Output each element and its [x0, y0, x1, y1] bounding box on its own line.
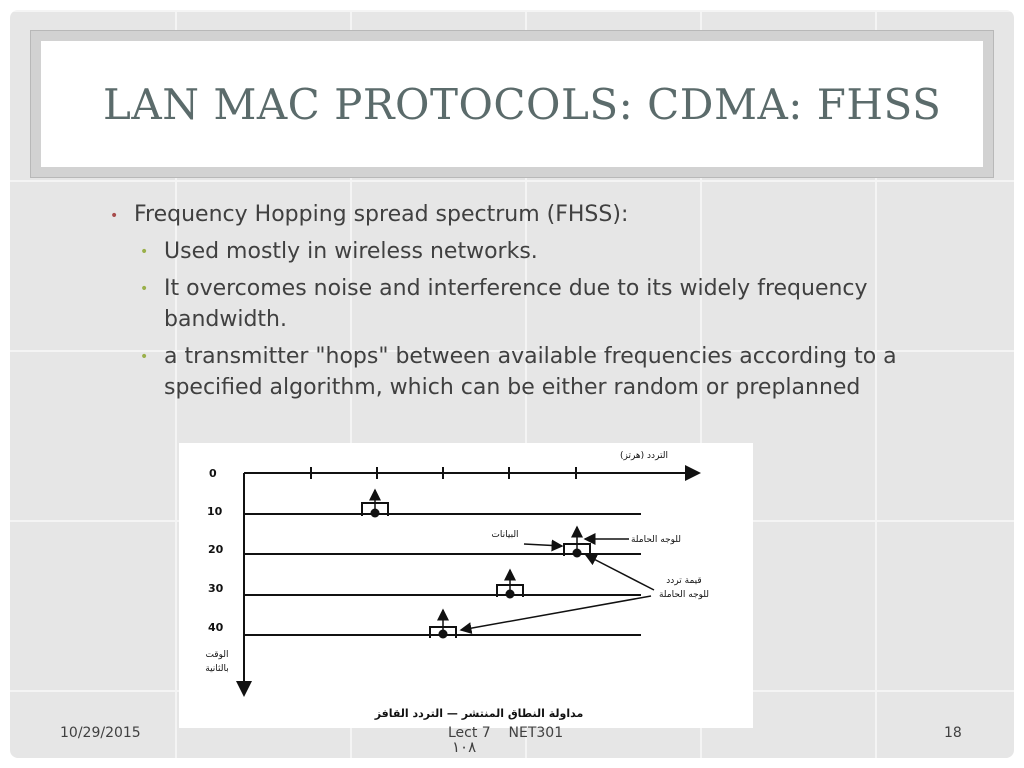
freq-value-arrow-1 [586, 555, 654, 590]
bullet-sub-3 [104, 341, 974, 403]
bullet-main [104, 200, 974, 230]
sub-bullet-icon: • [140, 349, 149, 365]
bullet-sub-1 [104, 236, 974, 267]
freq-value-arrow-2 [461, 596, 651, 630]
y-tick-label: 40 [208, 621, 224, 634]
sub-bullet-icon: • [140, 281, 149, 297]
y-axis-label-1: الوقت [205, 650, 229, 660]
y-axis-label-2: بالثانية [205, 664, 229, 674]
bullet-content [104, 200, 974, 409]
footer-arabic-page: ١٠٨ [452, 738, 477, 756]
page-number: 18 [944, 725, 962, 741]
footer-date: 10/29/2015 [60, 725, 141, 741]
figure-caption: مداولة النطاق المنتشر — التردد القافز [374, 707, 584, 720]
slide-title: LAN MAC PROTOCOLS: CDMA: FHSS [103, 79, 942, 129]
y-tick-label: 30 [208, 582, 224, 595]
y-tick-label: 10 [207, 505, 223, 518]
bullet-sub-1-text: Used mostly in wireless networks. [164, 239, 538, 264]
frequency-hop-20 [564, 527, 590, 558]
bullet-icon: • [110, 208, 119, 224]
bullet-sub-2 [104, 273, 974, 335]
freq-value-label-1: قيمة تردد [666, 576, 702, 586]
data-label: البيانات [491, 530, 519, 540]
bullet-sub-2-text: It overcomes noise and interference due to its widely frequency bandwidth. [164, 276, 868, 332]
data-pointer-arrow [524, 544, 562, 546]
x-axis-label: التردد (هرتز) [619, 451, 669, 461]
carrier-label: للوجه الحاملة [630, 535, 682, 545]
bullet-sub-3-text: a transmitter "hops" between available frequencies according to a specified algorithm, which can be either random or preplanned [164, 344, 897, 400]
sub-bullet-icon: • [140, 244, 149, 260]
y-tick-label: 0 [209, 467, 217, 480]
freq-value-label-2: للوجه الحاملة [658, 590, 710, 600]
bullet-main-text: Frequency Hopping spread spectrum (FHSS): [134, 202, 629, 227]
fhss-diagram [179, 443, 753, 728]
footer-lecture: Lect 7 NET301 [448, 725, 564, 741]
fhss-figure [179, 443, 753, 728]
title-box [41, 41, 983, 167]
y-tick-label: 20 [208, 543, 224, 556]
title-frame [30, 30, 994, 178]
